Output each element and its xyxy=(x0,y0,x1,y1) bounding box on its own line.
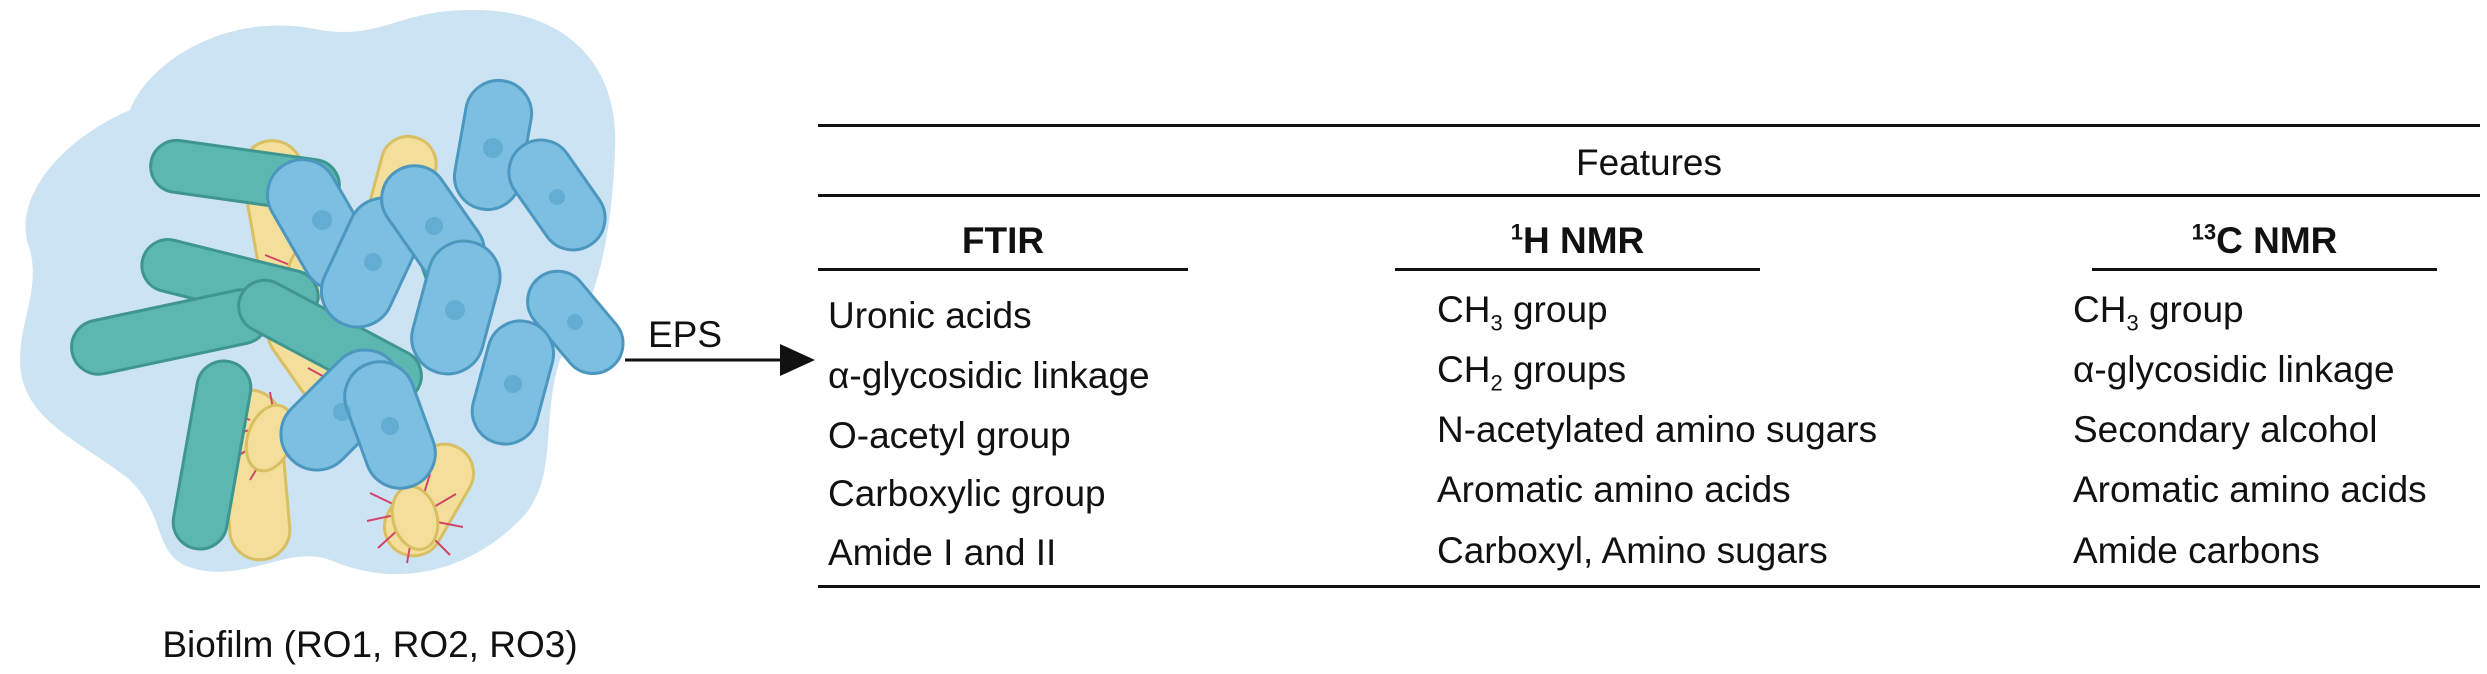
col-header-label: FTIR xyxy=(961,220,1045,261)
table-cell: Carboxyl, Amino sugars xyxy=(1437,530,1828,571)
col-header-ftir xyxy=(818,218,1188,264)
table-cell: Uronic acids xyxy=(828,295,1032,336)
col-header-13c-nmr xyxy=(2092,218,2437,264)
table-cell: $CH_2$ groups xyxy=(1437,349,1627,396)
table-cell: Aromatic amino acids xyxy=(2073,469,2427,510)
table-title: Features xyxy=(1575,142,1722,183)
col-header-label: C NMR xyxy=(2216,220,2338,261)
eps-label: EPS xyxy=(648,314,723,355)
col-header-1h-nmr xyxy=(1395,218,1760,264)
col-header-label: H NMR xyxy=(1522,220,1645,261)
table-title-rule xyxy=(818,194,2480,197)
table-cell: $CH_3$ group xyxy=(1437,289,1608,336)
col-rule-ftir xyxy=(818,268,1188,271)
col-rule-13c-nmr xyxy=(2092,268,2437,271)
biofilm-illustration xyxy=(0,0,640,600)
table-cell: α-glycosidic linkage xyxy=(2073,349,2395,390)
table-cell: Secondary alcohol xyxy=(2073,409,2378,450)
table-cell: O-acetyl group xyxy=(828,415,1071,456)
col-header-sup: 13 xyxy=(2191,219,2217,245)
table-cell: N-acetylated amino sugars xyxy=(1437,409,1878,450)
col-header-sup: 1 xyxy=(1510,219,1523,245)
table-bottom-rule xyxy=(818,585,2480,588)
table-top-rule xyxy=(818,124,2480,127)
table-cell: Amide carbons xyxy=(2073,530,2320,571)
col-rule-1h-nmr xyxy=(1395,268,1760,271)
table-cell: α-glycosidic linkage xyxy=(828,355,1150,396)
biofilm-caption: Biofilm (RO1, RO2, RO3) xyxy=(162,624,578,665)
table-cell: $CH_3$ group xyxy=(2073,289,2244,336)
eps-arrow xyxy=(620,330,820,400)
table-cell: Aromatic amino acids xyxy=(1437,469,1791,510)
table-cell: Amide I and II xyxy=(828,532,1057,573)
table-cell: Carboxylic group xyxy=(828,473,1106,514)
arrow-head xyxy=(780,344,815,376)
